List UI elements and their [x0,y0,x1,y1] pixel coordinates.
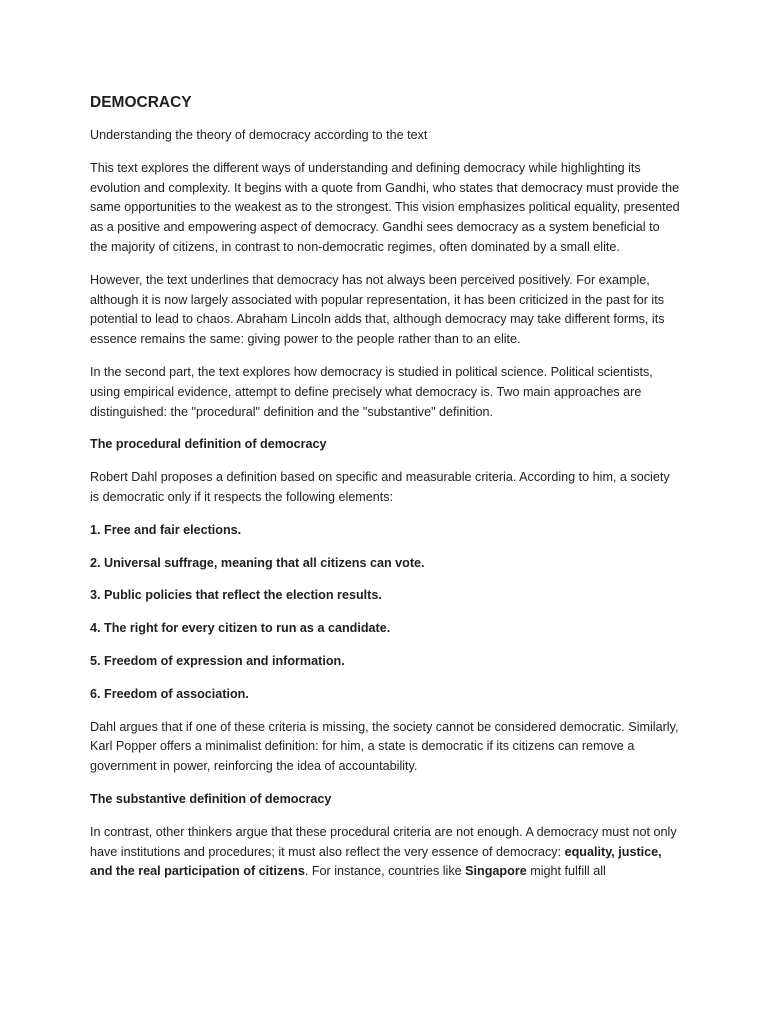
text-run: In contrast, other thinkers argue that these procedural criteria are not enough. A democracy must not only have institutions and procedures; it must also reflect the very essence of democracy: [90,824,677,859]
text-run: might fulfill all [526,864,606,879]
document-title: DEMOCRACY [90,94,192,111]
paragraph-political-science: In the second part, the text explores how democracy is studied in political science. Political scientists, using empirical evidence, attempt to define precisely what democracy is. Two main approaches are distinguished: the "procedural" definition and the "substantive" definition. [90,364,653,419]
paragraph-popper: Dahl argues that if one of these criteria is missing, the society cannot be considered democratic. Similarly, Karl Popper offers a minimalist definition: for him, a state is democratic if its citizens can remove a government in power, reinforcing the idea of accountability. [90,719,679,774]
criterion-5: 5. Freedom of expression and information. [90,653,345,668]
heading-procedural: The procedural definition of democracy [90,437,327,452]
criterion-1: 1. Free and fair elections. [90,522,242,537]
criterion-6: 6. Freedom of association. [90,686,249,701]
paragraph-substantive [90,823,680,882]
paragraph-dahl: Robert Dahl proposes a definition based on specific and measurable criteria. According to him, a society is democratic only if it respects the following elements: [90,470,670,504]
paragraph-perception: However, the text underlines that democracy has not always been perceived positively. For example, although it is now largely associated with popular representation, it has been criticized in the past for its potential to lead to chaos. Abraham Lincoln adds that, although democracy may take different forms, its essence remains the same: giving power to the people rather than to an elite. [90,272,665,347]
criterion-4: 4. The right for every citizen to run as a candidate. [90,621,391,636]
heading-substantive: The substantive definition of democracy [90,791,332,806]
criterion-2: 2. Universal suffrage, meaning that all citizens can vote. [90,555,425,570]
paragraph-gandhi: This text explores the different ways of understanding and defining democracy while highlighting its evolution and complexity. It begins with a quote from Gandhi, who states that democracy must provide the same opportunities to the weakest as to the strongest. This vision emphasizes political equality, presented as a positive and empowering aspect of democracy. Gandhi sees democracy as a system beneficial to the majority of citizens, in contrast to non-democratic regimes, often dominated by a small elite. [90,160,680,254]
document-subtitle: Understanding the theory of democracy according to the text [90,128,428,142]
text-run: . For instance, countries like [304,864,466,879]
bold-run-singapore: Singapore [465,864,527,879]
document-page [90,93,680,895]
criterion-3: 3. Public policies that reflect the election results. [90,588,382,603]
bold-run-equality: equality, justice, and the real participation of citizens [90,844,662,879]
